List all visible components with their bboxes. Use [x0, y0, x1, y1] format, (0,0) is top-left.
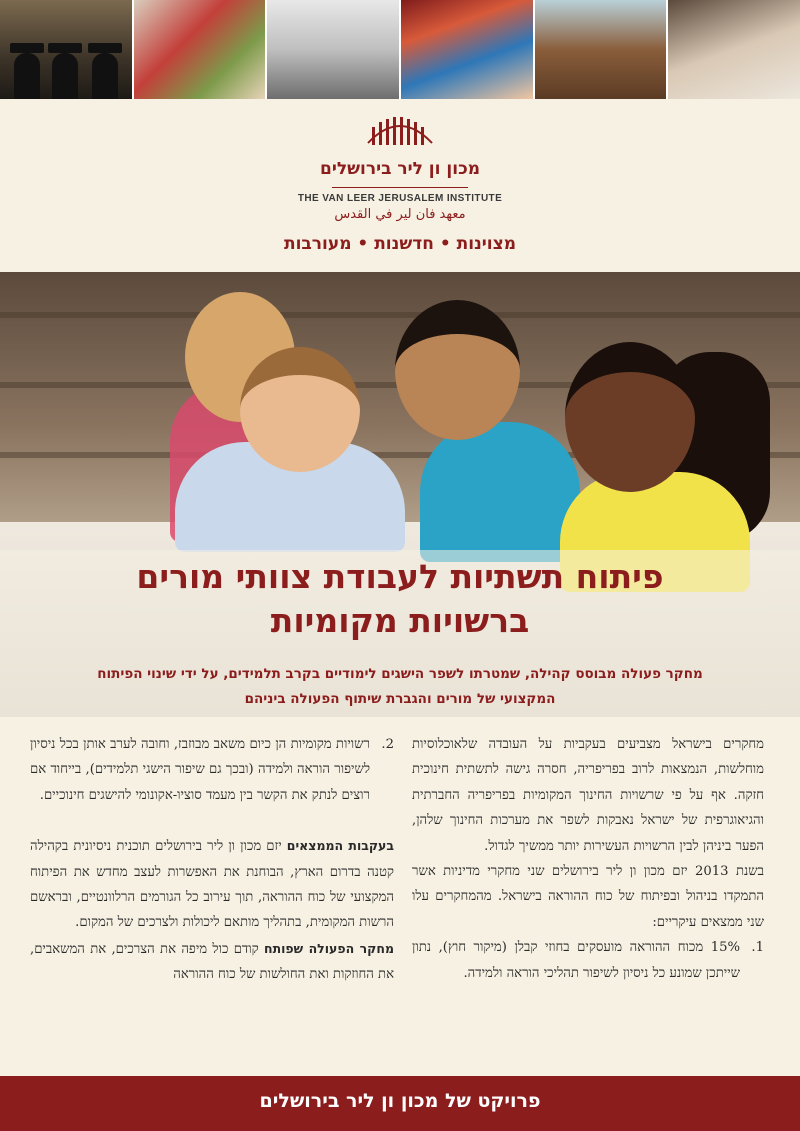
footer-text: פרויקט של מכון ון ליר בירושלים — [259, 1090, 541, 1112]
photo-woman-headscarf — [668, 0, 800, 99]
list-number: 2. — [381, 737, 394, 752]
page-subtitle-line2: המקצועי של מורים והגברת שיתוף הפעולה ביניהם — [244, 691, 556, 707]
paragraph-findings — [30, 833, 394, 936]
page-title — [40, 555, 760, 643]
list-number: 1. — [751, 940, 764, 956]
logo-divider — [332, 187, 468, 188]
hero-image — [0, 272, 800, 717]
student-head — [240, 347, 360, 472]
page-subtitle — [30, 662, 770, 712]
silhouette-figure — [92, 53, 118, 99]
student-head — [395, 300, 520, 440]
paragraph-text: יזם מכון ון ליר בירושלים תוכנית ניסיונית בקהילה קטנה בדרום הארץ, הבוחנת את האפשרות לעצב מחדש את הפיתוח המקצועי של כוח ההוראה, תוך עירוב כל הגורמים הרלוונטיים, ובראשם הרשות המקומית, בתהליך מותאם ליכולות ולצרכים של המקום. — [30, 839, 394, 931]
photo-young-people — [134, 0, 266, 99]
paragraph-text: קודם כול מיפה את הצרכים, את המשאבים, את החוזקות ואת החולשות של כוח ההוראה — [30, 941, 394, 983]
header-photo-strip — [0, 0, 800, 99]
list-item — [30, 732, 394, 808]
body-column-right — [412, 732, 764, 986]
bookshelf — [0, 312, 800, 318]
institute-name-hebrew: מכון ון ליר בירושלים — [319, 159, 480, 179]
paragraph-gap — [30, 808, 394, 833]
photo-hall — [267, 0, 399, 99]
body-column-left — [30, 732, 394, 988]
institute-logo-icon — [364, 113, 436, 147]
photo-crowd — [401, 0, 533, 99]
paragraph-research: בשנת 2013 יזם מכון ון ליר בירושלים שני מחקרי מדיניות אשר התמקדו בניהול ובפיתוח של כוח ההוראה בישראל. מהמחקרים עלו שני ממצאים עיקריים: — [412, 864, 764, 930]
list-text: רשויות מקומיות הן כיום משאב מבוזבז, וחובה לערב אותן בכל ניסיון לשיפור הוראה ולמידה (ובכך גם שיפור הישגי תלמידים), בייחוד אם רוצים לנתק את הקשר בין מעמד סוציו-אקונומי להישגים חינוכיים. — [30, 737, 370, 803]
tagline: מצוינות • חדשנות • מעורבות — [283, 234, 517, 254]
list-text: 15% מכוח ההוראה מועסקים בחוזי קבלן (מיקור חוץ), נתון שייתכן שמונע כל ניסיון לשיפור תהליכי הוראה ולמידה. — [412, 940, 740, 981]
student-boy-blue — [420, 422, 580, 562]
bold-lead: בעקבות הממצאים — [286, 838, 395, 854]
photo-men-in-hats — [0, 0, 132, 99]
paragraph-action-research — [30, 936, 394, 988]
paragraph-intro: מחקרים בישראל מצביעים בעקביות על העובדה שלאוכלוסיות מוחלשות, הנמצאות לרוב בפריפריה, חסרה גישה לתשתית חינוכית חזקה. אף על פי שרשויות החינוך המקומיות בפריפריה החברתית והגיאוגרפית של ישראל נאבקות לשפר את מערכות החינוך שלהן, הפער ביניהן לבין הרשויות העשירות יותר ממשיך לגדול. — [412, 737, 764, 854]
page-title-line2: ברשויות מקומיות — [270, 601, 530, 640]
silhouette-figure — [52, 53, 78, 99]
institute-name-english: THE VAN LEER JERUSALEM INSTITUTE — [297, 193, 503, 204]
institute-name-arabic: معهد فان لير في القدس — [334, 207, 466, 222]
page-subtitle-line1: מחקר פעולה מבוסס קהילה, שמטרתו לשפר הישגים לימודיים בקרב תלמידים, על ידי שינוי הפיתוח — [97, 666, 703, 682]
bold-lead: מחקר הפעולה שפותח — [264, 940, 395, 956]
student-head — [565, 342, 695, 492]
footer-bar — [0, 1076, 800, 1131]
list-item — [412, 935, 764, 986]
logo-section — [0, 99, 800, 272]
page-title-line1: פיתוח תשתיות לעבודת צוותי מורים — [136, 557, 664, 596]
silhouette-figure — [14, 53, 40, 99]
photo-library — [535, 0, 667, 99]
